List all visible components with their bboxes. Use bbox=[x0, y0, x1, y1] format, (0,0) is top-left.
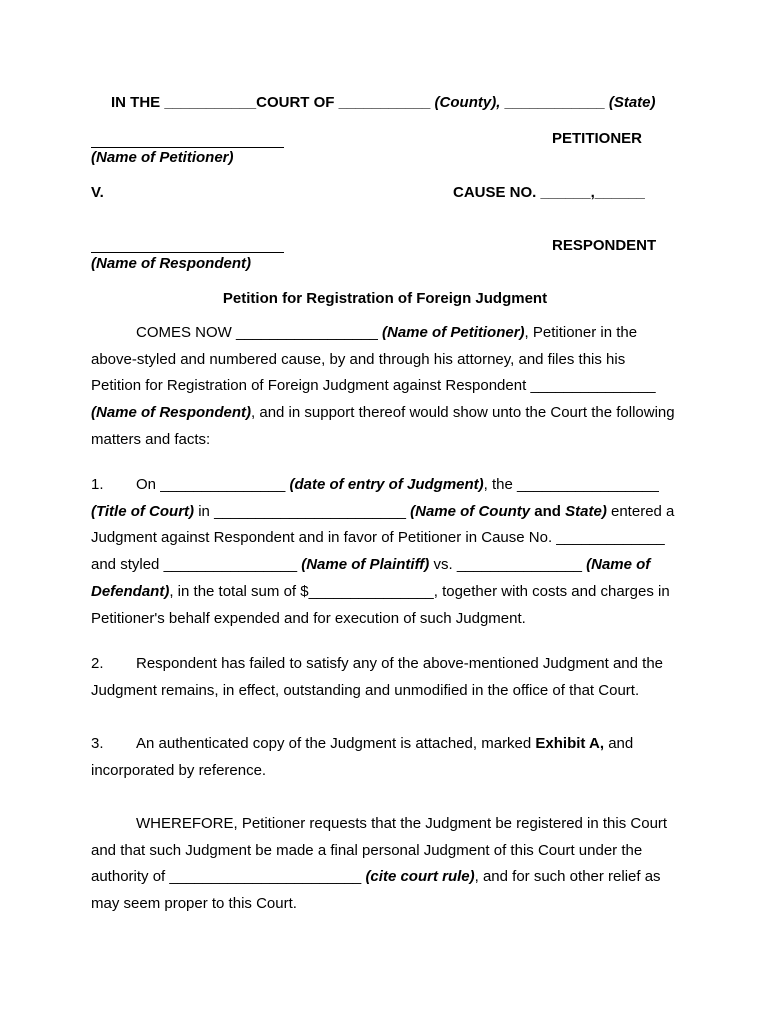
intro-line-2: above-styled and numbered cause, by and through his attorney, and files this his bbox=[91, 350, 626, 368]
respondent-signature-line bbox=[91, 252, 284, 253]
header-court-of: COURT OF bbox=[256, 94, 335, 111]
state-label: (State) bbox=[608, 94, 656, 111]
item-1-on: On bbox=[136, 476, 157, 493]
item-1-line-1 bbox=[91, 472, 691, 499]
petitioner-name-label: (Name of Petitioner) bbox=[91, 149, 234, 166]
item-3-line-2: incorporated by reference. bbox=[91, 761, 267, 779]
wherefore-text-3b: , and for such other relief as bbox=[474, 868, 661, 886]
cause-no-blank: ______,______ bbox=[540, 184, 645, 201]
defendant-blank: _______________ bbox=[456, 556, 582, 574]
item-3-number: 3. bbox=[91, 735, 104, 752]
wherefore-line-1: WHEREFORE, Petitioner requests that the Judgment be registered in this Court bbox=[136, 815, 668, 832]
intro-text-3a: Petition for Registration of Foreign Judgment against Respondent bbox=[91, 377, 527, 395]
intro-line-1 bbox=[91, 320, 691, 347]
item-1-in: in bbox=[198, 502, 210, 520]
county-blank: ___________ bbox=[338, 94, 431, 111]
wherefore-paragraph bbox=[91, 811, 691, 918]
item-1-paragraph bbox=[91, 472, 691, 632]
wherefore-line-4: may seem proper to this Court. bbox=[91, 895, 297, 913]
court-header bbox=[111, 94, 656, 111]
wherefore-text-3a: authority of bbox=[91, 868, 166, 886]
county-label: (County), bbox=[434, 94, 501, 111]
defendant-label-a: (Name of bbox=[586, 556, 651, 574]
state-blank: ____________ bbox=[504, 94, 605, 111]
court-blank: ___________ bbox=[164, 94, 257, 111]
document-title: Petition for Registration of Foreign Judgment bbox=[222, 290, 548, 307]
item-3-text-1b: and bbox=[608, 735, 634, 752]
item-1-costs: , together with costs and charges in bbox=[433, 582, 670, 600]
county-state-blank: _______________________ bbox=[214, 502, 406, 520]
item-2-line-2: Judgment remains, in effect, outstanding and unmodified in the office of that Court. bbox=[91, 681, 640, 699]
intro-line-4 bbox=[91, 400, 691, 427]
item-1-entered: entered a bbox=[611, 502, 675, 520]
item-1-line-3 bbox=[91, 525, 691, 552]
state-name-label: State) bbox=[565, 502, 607, 520]
item-3-text-1a: An authenticated copy of the Judgment is attached, marked bbox=[136, 735, 532, 752]
item-1-vs: vs. bbox=[433, 556, 453, 574]
judgment-date-blank: _______________ bbox=[160, 476, 286, 493]
item-2-text-1: Respondent has failed to satisfy any of the above-mentioned Judgment and the bbox=[136, 655, 664, 672]
defendant-label-b: Defendant) bbox=[91, 582, 170, 600]
court-title-label: (Title of Court) bbox=[91, 502, 195, 520]
item-1-text-3a: Judgment against Respondent and in favor of Petitioner in Cause No. bbox=[91, 529, 553, 547]
petitioner-role: PETITIONER bbox=[552, 130, 643, 147]
wherefore-line-3 bbox=[91, 864, 691, 891]
court-rule-blank: _______________________ bbox=[169, 868, 362, 886]
item-2-number: 2. bbox=[91, 655, 104, 672]
county-name-label: (Name of County bbox=[410, 502, 531, 520]
item-1-line-6: Petitioner's behalf expended and for execution of such Judgment. bbox=[91, 609, 526, 627]
court-title-blank: _________________ bbox=[517, 476, 659, 493]
respondent-role: RESPONDENT bbox=[552, 237, 657, 254]
intro-line-5: matters and facts: bbox=[91, 430, 211, 448]
header-in-the: IN THE bbox=[111, 94, 161, 111]
petitioner-signature-line bbox=[91, 147, 284, 148]
respondent-blank: _______________ bbox=[530, 377, 656, 395]
respondent-name-ref: (Name of Respondent) bbox=[91, 404, 252, 422]
intro-text-4b: , and in support thereof would show unto the Court the following bbox=[251, 404, 675, 422]
item-1-sum: , in the total sum of $ bbox=[169, 582, 309, 600]
comes-now-text: COMES NOW bbox=[136, 324, 232, 341]
judgment-date-label: (date of entry of Judgment) bbox=[289, 476, 484, 493]
item-1-number: 1. bbox=[91, 476, 104, 493]
item-2-line-1 bbox=[91, 651, 691, 678]
petitioner-blank: _________________ bbox=[236, 324, 378, 341]
item-1-line-4 bbox=[91, 552, 691, 579]
respondent-name-label: (Name of Respondent) bbox=[91, 255, 252, 272]
court-rule-label: (cite court rule) bbox=[365, 868, 475, 886]
intro-text-1c: , Petitioner in the bbox=[524, 324, 638, 341]
cause-no-label: CAUSE NO. bbox=[453, 184, 537, 201]
sum-blank: _______________ bbox=[308, 582, 434, 600]
item-1-the: , the bbox=[483, 476, 513, 493]
petitioner-name-ref: (Name of Petitioner) bbox=[382, 324, 525, 341]
item-2-paragraph bbox=[91, 651, 691, 704]
item-1-line-5 bbox=[91, 579, 691, 606]
plaintiff-label: (Name of Plaintiff) bbox=[301, 556, 430, 574]
item-3-line-1 bbox=[91, 731, 691, 758]
item-1-styled: and styled bbox=[91, 556, 160, 574]
cause-number bbox=[453, 184, 645, 201]
exhibit-label: Exhibit A, bbox=[535, 735, 605, 752]
intro-line-3 bbox=[91, 373, 691, 400]
plaintiff-blank: ________________ bbox=[163, 556, 298, 574]
intro-paragraph bbox=[91, 320, 691, 454]
wherefore-line-2: and that such Judgment be made a final personal Judgment of this Court under the bbox=[91, 841, 643, 859]
versus-label: V. bbox=[91, 184, 104, 201]
item-1-and: and bbox=[534, 502, 561, 520]
cause-number-blank: _____________ bbox=[556, 529, 665, 547]
item-1-line-2 bbox=[91, 499, 691, 526]
item-3-paragraph bbox=[91, 731, 691, 784]
